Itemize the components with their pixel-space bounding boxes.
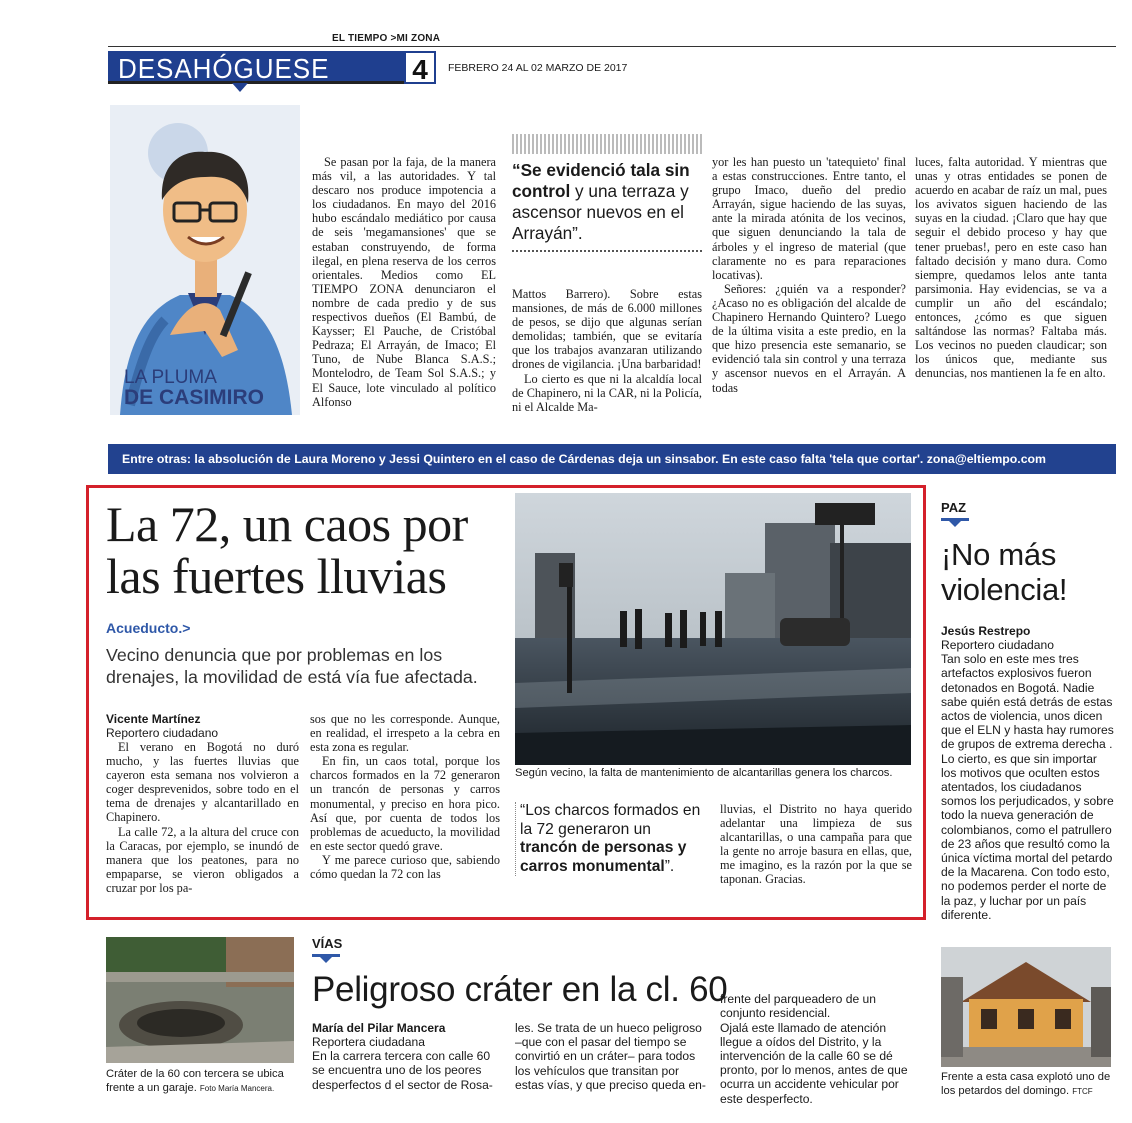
section-banner	[108, 51, 436, 84]
crater-photo	[106, 937, 294, 1063]
paragraph: Señores: ¿quién va a responder? ¿Acaso no es obligación del alcalde de Chapinero Hernando Quintero? Luego de la última visita a este predio, en la que hizo presencia este semanario, se evidenció tala sin control y una terraza y ascensor nuevos en el Arrayán. A todas	[712, 281, 906, 395]
paragraph: frente del parqueadero de un conjunto residencial. Ojalá este llamado de atención llegue a oídos del Distrito, y la intervención de la calle 60 se dé pronto, por lo menos, antes de que ocurra un accidente vehicular por este desperfecto.	[720, 992, 908, 1106]
edition-date: FEBRERO 24 AL 02 MARZO DE 2017	[448, 62, 628, 74]
headline-line2: las fuertes lluvias	[106, 548, 447, 604]
paragraph: La calle 72, a la altura del cruce con la Caracas, por ejemplo, se inundó de manera que los peatones, para no empaparse, se vieron obligados a cruzar por los pa-	[106, 824, 299, 895]
paragraph: En la carrera tercera con calle 60 se encuentra uno de los peores desperfectos d el sector de Rosa-	[312, 1049, 493, 1092]
story-pull-quote	[515, 802, 709, 876]
paragraph: Tan solo en este mes tres artefactos explosivos fueron detonados en Bogotá. Nadie sabe quién está detrás de estas actos de violencia, unos dicen que el ELN y hasta hay rumores de grupos de extrema derecha . Lo cierto, es que sin importar los motivos que oculten estos atentados, los ciudadanos somos los perjudicados, y sobre todo la nueva generación de colombianos, como el patrullero de 23 años que resultó como la única víctima mortal del petardo de la Macarena. Con todo esto, no podemos perder el norte de la paz, y luchar por un país diferente.	[941, 652, 1114, 922]
paz-author: Jesús Restrepo	[941, 624, 1031, 638]
paz-photo-caption	[941, 1070, 1121, 1099]
opinion-column-2	[512, 287, 702, 414]
flooded-street-photo	[515, 493, 911, 765]
vias-section-label: VÍAS	[312, 936, 343, 951]
pull-quote	[512, 134, 702, 274]
paz-headline-line2: violencia!	[941, 572, 1068, 607]
paragraph: sos que no les corresponde. Aunque, en realidad, el irrespeto a la cebra en esta zona es regular.	[310, 712, 500, 755]
header-rule	[108, 46, 1116, 47]
paz-headline-line1: ¡No más	[941, 537, 1057, 572]
paragraph: En fin, un caos total, porque los charcos formados en la 72 generaron un trancón de personas y carros monumental, y preciso en hora pico. Así que, por cuenta de todos los problemas de acueducto, la movilidad en este sector quedó grave.	[310, 754, 500, 853]
opinion-column-3	[712, 155, 906, 395]
story-column-3	[720, 802, 912, 887]
column-name-line1: LA PLUMA	[124, 367, 217, 388]
paragraph: les. Se trata de un hueco peligroso –que con el pasar del tiempo se convirtió en un cráter– para todos los vehículos que transitan por estas vías, y que preciso queda en-	[515, 1021, 706, 1092]
paragraph: Se pasan por la faja, de la manera más vil, a las autoridades. Y tal descaro nos produce impotencia a los ciudadanos. En mayo del 2016 hubo escándalo mediático por causa de seis 'megamansiones' que se estaban construyendo, de forma ilegal, en plena reserva de los cerros orientales. Medios como EL TIEMPO ZONA denunciaron el nombre de cada predio y de sus respectivos dueños (El Bambú, de Kaysser; El Pauche, de Cristóbal Pedraza; El Arrayán, de Imaco; El Tuno, de Nube Blanca S.A.S.; Montelodro, de Team Sol S.A.S.; y El Sauce, lote vinculado al político Alfonso	[312, 155, 496, 409]
house-photo	[941, 947, 1111, 1067]
paz-headline	[941, 537, 1067, 607]
paragraph: luces, falta autoridad. Y mientras que unas y otras entidades se ponen de acuerdo en acabar de raíz un mal, pues los avivatos siguen haciendo de las suyas en la ciudad. ¡Claro que hay que seguir el debido proceso y hay que tener pruebas!, pero en este caso han faltado decisión y mano dura. Como siempre, quedamos lelos ante tanta parsimonia. Hay evidencias, se va a cumplir un año del escándalo; entonces, ¿cómo es que siguen saltándose las normas? Faltaba más. Los vecinos no pueden claudicar; son los únicos que, mediante sus denuncias, nos mantienen la fe en alto.	[915, 155, 1107, 381]
column-name-line2: DE CASIMIRO	[124, 386, 265, 409]
banner-pointer	[232, 83, 248, 92]
paz-caption-text: Frente a esta casa explotó uno de los petardos del domingo.	[941, 1071, 1111, 1097]
paz-label-pointer	[948, 520, 962, 527]
opinion-column-1	[312, 155, 496, 409]
paragraph: Mattos Barrero). Sobre estas mansiones, de más de 6.000 millones de pesos, se dijo que algunas serían demolidas; también, que se evitaría que los trabajos avanzaran utilizando drones de vigilancia. ¡Una barbaridad!	[512, 287, 702, 372]
paragraph: Y me parece curioso que, sabiendo cómo quedan la 72 con las	[310, 852, 500, 882]
paz-author-role: Reportero ciudadano	[941, 638, 1054, 652]
story-headline	[106, 498, 468, 602]
pull-quote-text	[520, 802, 709, 876]
vias-photo-caption	[106, 1067, 296, 1096]
story-kicker: Acueducto.>	[106, 620, 191, 636]
vias-photo-credit: Foto María Mancera.	[199, 1084, 275, 1093]
page-number: 4	[404, 51, 436, 84]
brand-label: EL TIEMPO >MI ZONA	[332, 33, 441, 44]
vias-author: María del Pilar Mancera	[312, 1021, 446, 1035]
vias-headline: Peligroso cráter en la cl. 60	[312, 970, 728, 1009]
pull-bold: trancón de personas y carros monumental	[520, 839, 687, 875]
pull-end: ”.	[664, 857, 675, 875]
paz-photo-credit: FTCF	[1072, 1087, 1093, 1096]
opinion-column-4	[915, 155, 1107, 381]
quote-rule-bottom	[512, 250, 702, 252]
paragraph: Lo cierto es que ni la alcaldía local de Chapinero, ni la CAR, ni la Policía, ni el Alcalde Ma-	[512, 371, 702, 414]
vias-label-pointer	[319, 956, 333, 963]
quote-rule	[512, 134, 702, 154]
column-name	[124, 368, 264, 409]
story-author-role: Reportero ciudadano	[106, 726, 219, 740]
paz-section-label: PAZ	[941, 500, 967, 515]
photo-caption: Según vecino, la falta de mantenimiento de alcantarillas genera los charcos.	[515, 767, 893, 779]
paragraph: yor les han puesto un 'tatequieto' final a estas construcciones. Entre tanto, el grupo Imaco, dueño del predio Arrayán, sigue haciendo de las suyas, ante la mirada atónita de los vecinos, que siguen denunciando la tala de árboles y el ingreso de material (que claramente no es para reparaciones locativas).	[712, 155, 906, 282]
vias-caption-text: Cráter de la 60 con tercera se ubica frente a un garaje.	[106, 1068, 284, 1094]
quote-rest: y una terraza y ascensor nuevos en el Arrayán”.	[512, 181, 689, 243]
headline-line1: La 72, un caos por	[106, 496, 468, 552]
story-column-2	[310, 712, 500, 881]
story-column-1	[106, 740, 299, 895]
vias-column-3	[720, 978, 912, 1120]
vias-column-1	[312, 1035, 504, 1092]
vias-author-role: Reportera ciudadana	[312, 1035, 425, 1049]
quote-bold: “Se evidenció tala sin control	[512, 160, 690, 201]
paragraph: lluvias, el Distrito no haya querido adelantar una limpieza de sus alcantarillas, o una campaña para que la gente no arroje basura en ellas, que, me imagino, es la razón por la que se taponan. Gracias.	[720, 802, 912, 887]
story-author: Vicente Martínez	[106, 712, 201, 726]
vias-column-2	[515, 1021, 707, 1092]
footer-note: Entre otras: la absolución de Laura Moreno y Jessi Quintero en el caso de Cárdenas deja un sinsabor. En este caso falta 'tela que cortar'. zona@eltiempo.com	[108, 444, 1116, 474]
quote-text	[512, 160, 702, 244]
section-title: DESAHÓGUESE	[118, 53, 330, 84]
paz-body	[941, 638, 1115, 922]
paragraph: El verano en Bogotá no duró mucho, y las fuertes lluvias que cayeron esta semana nos volvieron a coger desprevenidos, sobre todo en el tema de drenajes y alcantarillado en Chapinero.	[106, 740, 299, 825]
pull-plain: “Los charcos formados en la 72 generaron un	[520, 802, 701, 838]
story-deck: Vecino denuncia que por problemas en los drenajes, la movilidad de está vía fue afectada.	[106, 645, 478, 687]
